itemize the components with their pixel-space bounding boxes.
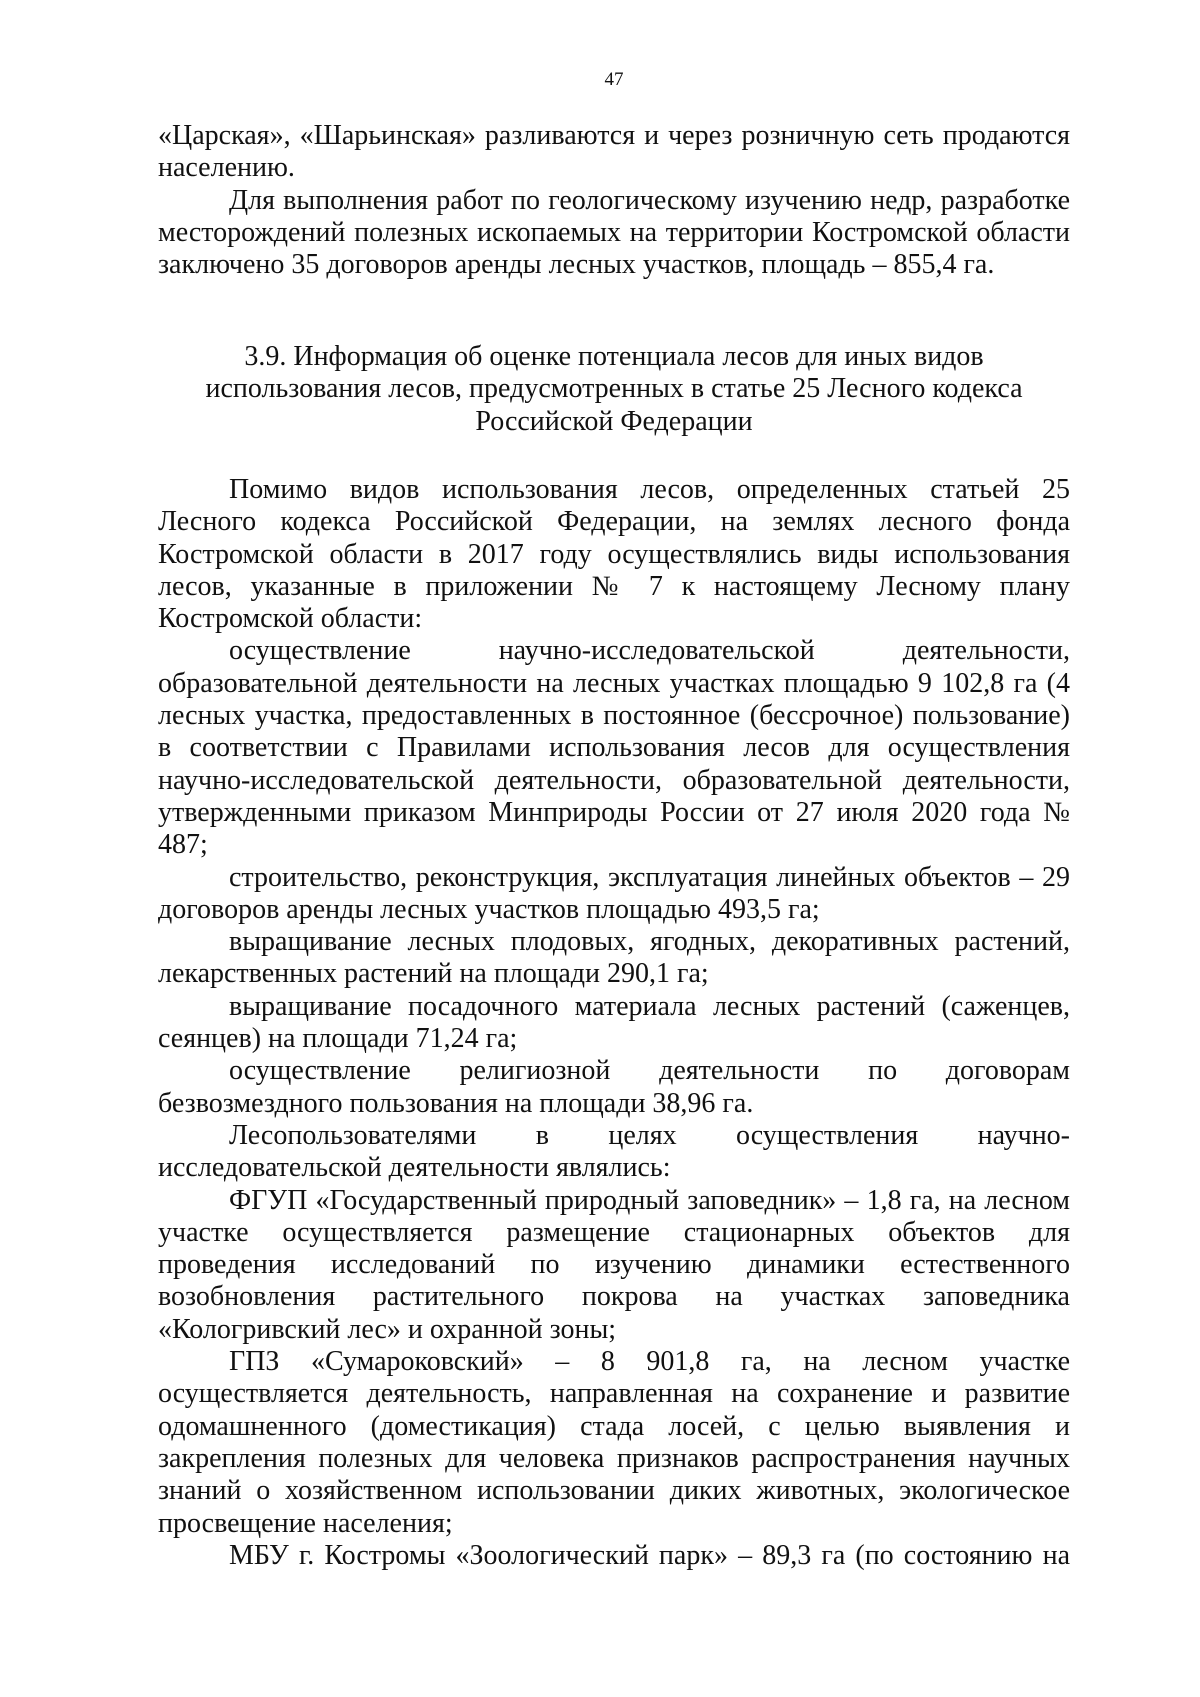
paragraph: Для выполнения работ по геологическому изучению недр, разработке месторождений полезных ископаемых на территории Костромской области заключено 35 договоров аренды лесных участков, площадь – 855,4 га. — [158, 184, 1070, 281]
list-item: ФГУП «Государственный природный заповедник» – 1,8 га, на лесном участке осуществляется размещение стационарных объектов для проведения исследований по изучению динамики естественного возобновления растительного покрова на участках заповедника «Кологривский лес» и охранной зоны; — [158, 1184, 1070, 1345]
section-heading-line: Российской Федерации — [475, 405, 753, 437]
list-item: выращивание посадочного материала лесных растений (саженцев, сеянцев) на площади 71,24 га; — [158, 990, 1070, 1055]
page-number: 47 — [604, 69, 624, 90]
list-item: осуществление научно-исследовательской деятельности, образовательной деятельности на лесных участках площадью 9 102,8 га (4 лесных участка, предоставленных в постоянное (бессрочное) пользование) в соответствии с Правилами использования лесов для осуществления научно-исследовательской деятельности, образовательной деятельности, утвержденными приказом Минприроды России от 27 июля 2020 года № 487; — [158, 635, 1070, 861]
list-item: ГПЗ «Сумароковский» – 8 901,8 га, на лесном участке осуществляется деятельность, направленная на сохранение и развитие одомашненного (доместикация) стада лосей, с целью выявления и закрепления полезных для человека признаков распространения научных знаний о хозяйственном использовании диких животных, экологическое просвещение населения; — [158, 1346, 1070, 1539]
section-heading — [158, 341, 1070, 438]
paragraph: «Царская», «Шарьинская» разливаются и через розничную сеть продаются населению. — [158, 120, 1070, 184]
list-item: осуществление религиозной деятельности по договорам безвозмездного пользования на площади 38,96 га. — [158, 1055, 1070, 1119]
section-heading-line: 3.9. Информация об оценке потенциала лесов для иных видов — [244, 341, 984, 372]
main-text-block — [158, 474, 1070, 1572]
top-text-block — [158, 120, 1070, 281]
section-heading-line: использования лесов, предусмотренных в статье 25 Лесного кодекса — [205, 373, 1023, 405]
list-item: строительство, реконструкция, эксплуатация линейных объектов – 29 договоров аренды лесных участков площадью 493,5 га; — [158, 861, 1070, 925]
list-item: МБУ г. Костромы «Зоологический парк» – 89,3 га (по состоянию на — [229, 1539, 1070, 1571]
list-item: выращивание лесных плодовых, ягодных, декоративных растений, лекарственных растений на площади 290,1 га; — [158, 926, 1070, 990]
paragraph: Лесопользователями в целях осуществления научно-исследовательской деятельности являлись: — [158, 1119, 1070, 1184]
paragraph: Помимо видов использования лесов, определенных статьей 25 Лесного кодекса Российской Федерации, на землях лесного фонда Костромской области в 2017 году осуществлялись виды использования лесов, указанные в приложении № 7 к настоящему Лесному плану Костромской области: — [158, 474, 1070, 635]
